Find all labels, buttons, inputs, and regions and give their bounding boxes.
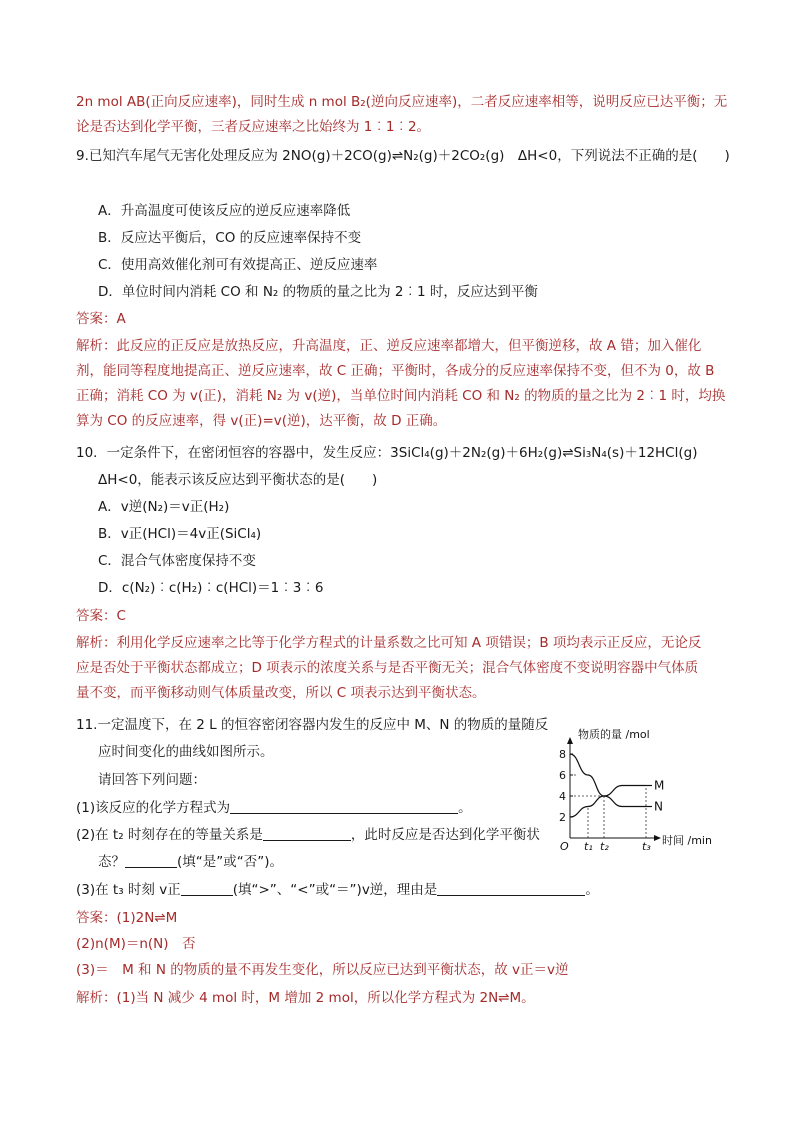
part-2-blank-1[interactable] xyxy=(263,826,351,841)
y-tick-label: 4 xyxy=(559,790,566,803)
question-11-stem-1: 11.一定温度下，在 2 L 的恒容密闭容器内发生的反应中 M、N 的物质的量随反 xyxy=(76,717,549,733)
part-1-blank[interactable] xyxy=(230,799,458,814)
part-3-text: (3)在 t₃ 时刻 v正 xyxy=(76,882,181,898)
part-3-blank-2[interactable] xyxy=(437,881,585,896)
question-10-explanation-3: 量不变，而平衡移动则气体质量改变，所以 C 项表示达到平衡状态。 xyxy=(76,685,486,701)
y-tick-label: 2 xyxy=(559,811,566,824)
part-2-blank-2[interactable] xyxy=(125,853,177,868)
part-2-cont-text: 态？ xyxy=(98,854,125,870)
question-11-answer-3: (3)＝ M 和 N 的物质的量不再发生变化，所以反应已达到平衡状态，故 v正＝v逆 xyxy=(76,962,569,978)
part-2-text: (2)在 t₂ 时刻存在的等量关系是 xyxy=(76,827,263,843)
series-label-M: M xyxy=(654,778,665,793)
question-9-explanation-1: 解析：此反应的正反应是放热反应，升高温度，正、逆反应速率都增大，但平衡逆移，故 A 错；加入催化 xyxy=(76,338,702,354)
part-3-mid: (填“>”、“<”或“＝”)v逆，理由是 xyxy=(232,882,438,898)
x-axis-arrow xyxy=(654,835,661,841)
prev-explanation-line-1: 2n mol AB(正向反应速率)，同时生成 n mol B₂(逆向反应速率)，二者反应速率相等，说明反应已达平衡；无 xyxy=(76,94,728,110)
x-axis-label: 时间 /min xyxy=(662,834,712,847)
part-1-text: (1)该反应的化学方程式为 xyxy=(76,800,231,816)
prev-explanation-line-2: 论是否达到化学平衡，三者反应速率之比始终为 1︰1︰2。 xyxy=(76,119,431,135)
question-9-explanation-2: 剂，能同等程度地提高正、逆反应速率，故 C 正确；平衡时，各成分的反应速率保持不变，但不为 0，故 B xyxy=(76,363,715,379)
question-9-option-b: B．反应达平衡后，CO 的反应速率保持不变 xyxy=(98,230,362,246)
y-tick-label: 8 xyxy=(559,748,566,761)
series-line-N xyxy=(570,754,646,807)
x-tick-label: t₁ xyxy=(584,840,593,852)
part-2-mid: ，此时反应是否达到化学平衡状 xyxy=(350,827,540,843)
part-2-cont-end: (填“是”或“否”)。 xyxy=(177,854,284,870)
question-11-prompt: 请回答下列问题： xyxy=(98,772,206,788)
part-1-end: 。 xyxy=(458,800,472,816)
origin-label: O xyxy=(560,840,569,852)
question-10-option-b: B．v正(HCl)＝4v正(SiCl₄) xyxy=(98,526,262,542)
question-10-answer: 答案：C xyxy=(76,608,126,624)
question-10-option-d: D．c(N₂)︰c(H₂)︰c(HCl)＝1︰3︰6 xyxy=(98,580,324,596)
mole-time-chart xyxy=(558,720,728,852)
question-11-stem-2: 应时间变化的曲线如图所示。 xyxy=(98,744,274,760)
question-9-option-c: C．使用高效催化剂可有效提高正、逆反应速率 xyxy=(98,257,378,273)
question-11-part-2-cont xyxy=(98,853,283,871)
question-11-part-1 xyxy=(76,799,472,817)
y-tick-label: 6 xyxy=(559,769,566,782)
question-11-part-3 xyxy=(76,881,599,899)
question-11-answer-1: 答案：(1)2N⇌M xyxy=(76,910,178,926)
question-9-explanation-4: 算为 CO 的反应速率，得 v(正)=v(逆)，达平衡，故 D 正确。 xyxy=(76,413,447,429)
question-10-option-c: C．混合气体密度保持不变 xyxy=(98,553,256,569)
question-9-explanation-3: 正确；消耗 CO 为 v(正)，消耗 N₂ 为 v(逆)，当单位时间内消耗 CO 和 N₂ 的物质的量之比为 2︰1 时，均换 xyxy=(76,388,726,404)
question-10-explanation-2: 应是否处于平衡状态都成立；D 项表示的浓度关系与是否平衡无关；混合气体密度不变说明容器中气体质 xyxy=(76,660,699,676)
question-11-answer-2: (2)n(M)＝n(N) 否 xyxy=(76,936,196,952)
question-9-option-a: A．升高温度可使该反应的逆反应速率降低 xyxy=(98,203,351,219)
question-9-option-d: D．单位时间内消耗 CO 和 N₂ 的物质的量之比为 2︰1 时，反应达到平衡 xyxy=(98,284,538,300)
question-10-stem-2: ΔH<0，能表示该反应达到平衡状态的是( ) xyxy=(98,472,378,488)
question-11-explanation: 解析：(1)当 N 减少 4 mol 时，M 增加 2 mol，所以化学方程式为 2N⇌M。 xyxy=(76,990,535,1006)
question-9-stem: 9.已知汽车尾气无害化处理反应为 2NO(g)＋2CO(g)⇌N₂(g)＋2CO₂(g) ΔH<0，下列说法不正确的是( ) xyxy=(76,148,730,164)
series-line-M xyxy=(570,786,646,818)
y-axis-arrow xyxy=(567,737,573,744)
question-11-part-2 xyxy=(76,826,540,844)
question-10-stem-1: 10．一定条件下，在密闭恒容的容器中，发生反应：3SiCl₄(g)＋2N₂(g)＋6H₂(g)⇌Si₃N₄(s)＋12HCl(g) xyxy=(76,445,698,461)
part-3-end: 。 xyxy=(585,882,599,898)
question-9-answer: 答案：A xyxy=(76,311,126,327)
question-10-option-a: A．v逆(N₂)＝v正(H₂) xyxy=(98,499,230,515)
x-tick-label: t₂ xyxy=(600,840,609,852)
x-tick-label: t₃ xyxy=(642,840,651,852)
question-10-explanation-1: 解析：利用化学反应速率之比等于化学方程式的计量系数之比可知 A 项错误；B 项均表示正反应，无论反 xyxy=(76,635,702,651)
series-label-N: N xyxy=(654,799,663,814)
part-3-blank-1[interactable] xyxy=(181,881,233,896)
y-axis-label: 物质的量 /mol xyxy=(578,728,650,741)
